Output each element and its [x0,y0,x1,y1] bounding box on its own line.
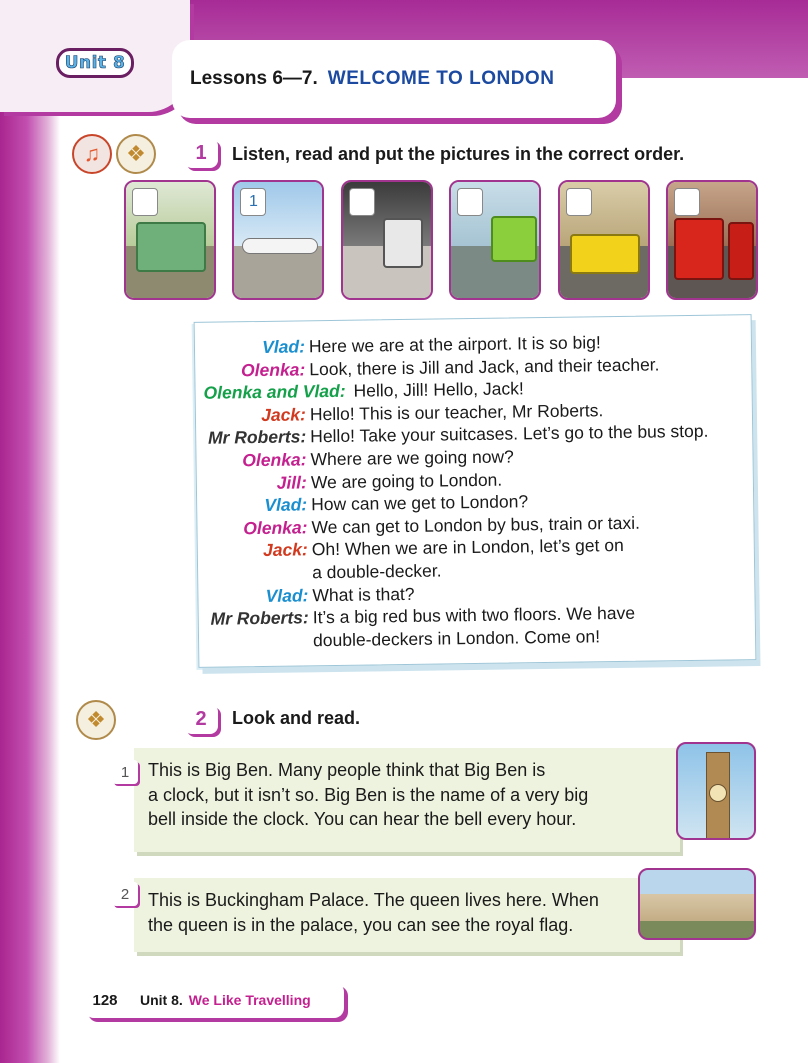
read-block-big-ben [134,748,680,852]
exercise2-icons [76,700,116,740]
picture-trolleybus[interactable] [558,180,650,300]
speaker-name: Mr Roberts: [207,426,307,449]
speaker-name: Jack: [262,539,308,561]
speaker-name [198,561,312,585]
speech-text: Where are we going now? [310,446,514,470]
unit-label: Unit 8 [64,53,126,73]
picture-plane[interactable] [232,180,324,300]
lessons-label: Lessons 6—7. [190,68,318,89]
page-title: WELCOME TO LONDON [327,68,555,89]
speaker-name: Olenka: [240,358,306,380]
speech-text: Look, there is Jill and Jack, and their teacher. [309,354,660,379]
lesson-header [172,40,616,118]
exercise1-instruction: Listen, read and put the pictures in the correct order. [232,144,685,164]
speaker-name: Vlad: [264,494,308,516]
book-icon[interactable]: ❖ [116,134,156,174]
dialogue-card [194,314,757,668]
left-decorative-band [0,0,60,1063]
speaker-name: Vlad: [265,584,309,606]
speech-text: Hello! This is our teacher, Mr Roberts. [309,399,604,425]
trolleybus-shape [570,234,640,274]
book-icon[interactable]: ❖ [76,700,116,740]
clock-face-shape [709,784,727,802]
order-box[interactable]: 1 [240,188,266,216]
exercise1-number: 1 [184,138,218,168]
picture-train[interactable] [341,180,433,300]
speech-text: It’s a big red bus with two floors. We have [312,602,636,628]
speech-text: We are going to London. [310,469,503,492]
double-decker-shape [674,218,724,280]
speech-text: We can get to London by bus, train or taxi. [311,512,641,538]
unit-badge [56,48,134,78]
double-decker-shape [728,222,754,280]
buckingham-palace-photo [638,868,756,940]
speaker-name: Olenka and Vlad: [203,380,346,403]
picture-bus[interactable] [449,180,541,300]
speech-text: Oh! When we are in London, let’s get on [311,535,624,560]
speaker-name: Mr Roberts: [210,607,309,629]
speech-text: Hello! Take your suitcases. Let’s go to the bus stop. [310,421,709,447]
order-box[interactable] [457,188,483,216]
train-shape [383,218,423,268]
order-box[interactable] [566,188,592,216]
text-line: This is Big Ben. Many people think that Big Ben is [148,760,546,780]
speech-text: a double-decker. [311,560,442,583]
speech-text: How can we get to London? [311,491,529,515]
text-line: a clock, but it isn’t so. Big Ben is the name of a very big [148,784,589,805]
page-number: 128 [92,991,118,1009]
exercise1-icons [72,134,156,174]
picture-double-decker[interactable] [666,180,758,300]
item-number: 2 [112,882,138,906]
read-block-buckingham [134,878,680,952]
bus-shape [491,216,537,262]
text-line: the queen is in the palace, you can see the royal flag. [148,914,574,935]
speech-text: double-deckers in London. Come on! [312,625,601,650]
plane-shape [242,238,318,254]
speaker-name: Jill: [276,471,307,493]
headphones-icon[interactable]: ♫ [72,134,112,174]
speaker-name: Olenka: [242,449,307,471]
order-box[interactable] [349,188,375,216]
text-line: bell inside the clock. You can hear the bell every hour. [148,809,577,829]
big-ben-photo [676,742,756,840]
order-box[interactable] [132,188,158,216]
picture-tram[interactable] [124,180,216,300]
footer-unit: Unit 8. [140,992,183,1008]
speaker-name: Vlad: [262,336,306,357]
footer-title: We Like Travelling [188,992,311,1008]
tram-shape [136,222,206,272]
item-number: 1 [112,760,138,784]
speech-text: Here we are at the airport. It is so big! [308,332,601,357]
exercise2-instruction: Look and read. [232,708,361,728]
speaker-name: Jack: [261,404,307,425]
speech-text: Hello, Jill! Hello, Jack! [353,378,524,401]
picture-row [124,180,758,300]
footer-tab [84,982,344,1018]
exercise2-number: 2 [184,704,218,734]
text-line: This is Buckingham Palace. The queen lives here. When [148,890,599,910]
order-box[interactable] [674,188,700,216]
speech-text: What is that? [312,583,415,605]
speaker-name [199,629,313,653]
speaker-name: Olenka: [243,517,308,538]
